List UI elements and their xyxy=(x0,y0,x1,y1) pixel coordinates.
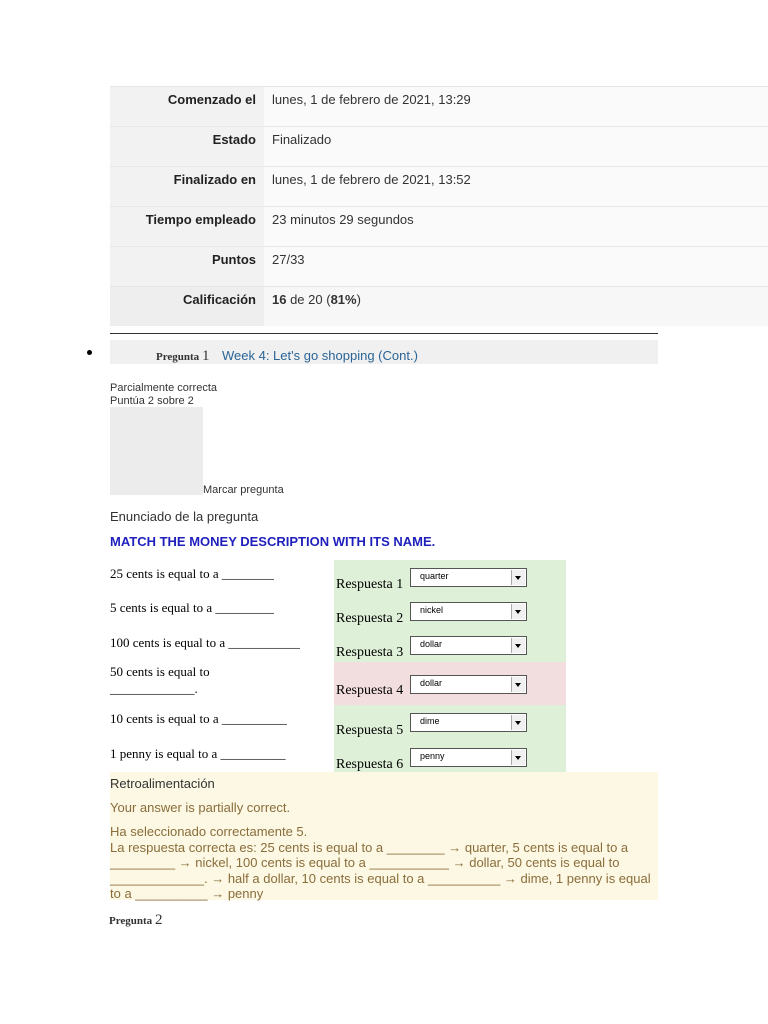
summary-value: 27/33 xyxy=(272,252,305,267)
flag-icon[interactable] xyxy=(110,407,203,495)
flag-question-link[interactable]: Marcar pregunta xyxy=(203,484,284,496)
match-item-text: 5 cents is equal to a _________ xyxy=(110,600,274,615)
answer-select[interactable] xyxy=(410,602,527,621)
match-item-text: 25 cents is equal to a ________ xyxy=(110,566,274,581)
answer-cell-correct xyxy=(334,705,566,740)
answer-label: Respuesta 2 xyxy=(336,611,404,626)
match-item-text: 1 penny is equal to a __________ xyxy=(110,746,286,761)
answer-select-value: nickel xyxy=(420,605,444,615)
summary-label: Estado xyxy=(212,132,256,147)
statement-label: Enunciado de la pregunta xyxy=(110,509,259,524)
summary-label: Calificación xyxy=(183,292,256,307)
answer-select[interactable] xyxy=(410,568,527,587)
answer-select[interactable] xyxy=(410,748,527,767)
match-item-text: 100 cents is equal to a ___________ xyxy=(110,635,300,650)
grade-score: 16 xyxy=(272,292,287,307)
question-title: Week 4: Let's go shopping (Cont.) xyxy=(222,348,418,363)
summary-row-points xyxy=(110,246,768,286)
feedback-correct-answer xyxy=(110,824,658,902)
summary-value: Finalizado xyxy=(272,132,332,147)
grade-value xyxy=(272,292,361,307)
answer-cell-correct xyxy=(334,740,566,772)
answer-label: Respuesta 6 xyxy=(336,757,404,772)
summary-row-started xyxy=(110,86,768,126)
summary-label: Finalizado en xyxy=(173,172,256,187)
summary-value: lunes, 1 de febrero de 2021, 13:29 xyxy=(272,92,471,107)
summary-label: Tiempo empleado xyxy=(145,212,256,227)
question-state: Parcialmente correcta xyxy=(110,382,217,394)
attempt-summary-table xyxy=(110,86,768,326)
answer-cell-correct xyxy=(334,595,566,629)
question-instruction: MATCH THE MONEY DESCRIPTION WITH ITS NAME. xyxy=(110,534,436,549)
summary-row-finished xyxy=(110,166,768,206)
answer-cell-incorrect xyxy=(334,662,566,705)
chevron-down-icon[interactable] xyxy=(511,604,525,619)
summary-label: Puntos xyxy=(211,252,256,267)
answer-select-value: dollar xyxy=(420,639,443,649)
answer-select[interactable] xyxy=(410,713,527,732)
grade-percent: 81% xyxy=(330,292,357,307)
answer-label: Respuesta 4 xyxy=(336,683,404,698)
summary-value: 23 minutos 29 segundos xyxy=(272,212,414,227)
question-points: Puntúa 2 sobre 2 xyxy=(110,395,194,407)
answer-select-value: dime xyxy=(420,716,440,726)
answer-select[interactable] xyxy=(410,675,527,694)
chevron-down-icon[interactable] xyxy=(511,638,525,653)
summary-row-state xyxy=(110,126,768,166)
feedback-panel xyxy=(110,772,658,900)
feedback-correct-count: Ha seleccionado correctamente 5. xyxy=(110,824,308,839)
answer-cell-correct xyxy=(334,560,566,595)
chevron-down-icon[interactable] xyxy=(511,750,525,765)
match-item-text: 10 cents is equal to a __________ xyxy=(110,711,287,726)
chevron-down-icon[interactable] xyxy=(511,677,525,692)
match-item-text: 50 cents is equal to xyxy=(110,664,210,679)
chevron-down-icon[interactable] xyxy=(511,715,525,730)
summary-value: lunes, 1 de febrero de 2021, 13:52 xyxy=(272,172,471,187)
summary-row-time-taken xyxy=(110,206,768,246)
list-bullet-icon xyxy=(87,350,92,355)
answer-select[interactable] xyxy=(410,636,527,655)
answer-select-value: quarter xyxy=(420,571,449,581)
match-item-text: _____________. xyxy=(110,681,198,696)
grade-close: ) xyxy=(356,292,361,307)
question-number-value: 1 xyxy=(201,348,210,364)
answer-select-value: dollar xyxy=(420,678,443,688)
summary-row-grade xyxy=(110,286,768,326)
grade-of: de 20 ( xyxy=(286,292,331,307)
question-number: Pregunta 2 xyxy=(109,912,163,928)
answer-select-value: penny xyxy=(420,751,445,761)
feedback-partial: Your answer is partially correct. xyxy=(110,800,291,815)
divider xyxy=(110,333,658,334)
answer-label: Respuesta 5 xyxy=(336,723,404,738)
answer-label: Respuesta 3 xyxy=(336,645,404,660)
question-number: Pregunta 1 xyxy=(156,348,210,364)
answer-cell-correct xyxy=(334,629,566,662)
chevron-down-icon[interactable] xyxy=(511,570,525,585)
feedback-answer-text: La respuesta correcta es: 25 cents is equal to a ________ → quarter, 5 cents is equal to a _________ → nickel, 100 cents is equal to a ___________ → dollar, 50 cents is equal to _____________. → half a dollar, 10 cents is equal to a __________ → dime, 1 penny is equal to a __________ → penny xyxy=(110,839,651,901)
summary-label: Comenzado el xyxy=(167,92,256,107)
answer-label: Respuesta 1 xyxy=(336,577,404,592)
question-number-value: 2 xyxy=(154,912,163,928)
feedback-title: Retroalimentación xyxy=(110,776,215,791)
